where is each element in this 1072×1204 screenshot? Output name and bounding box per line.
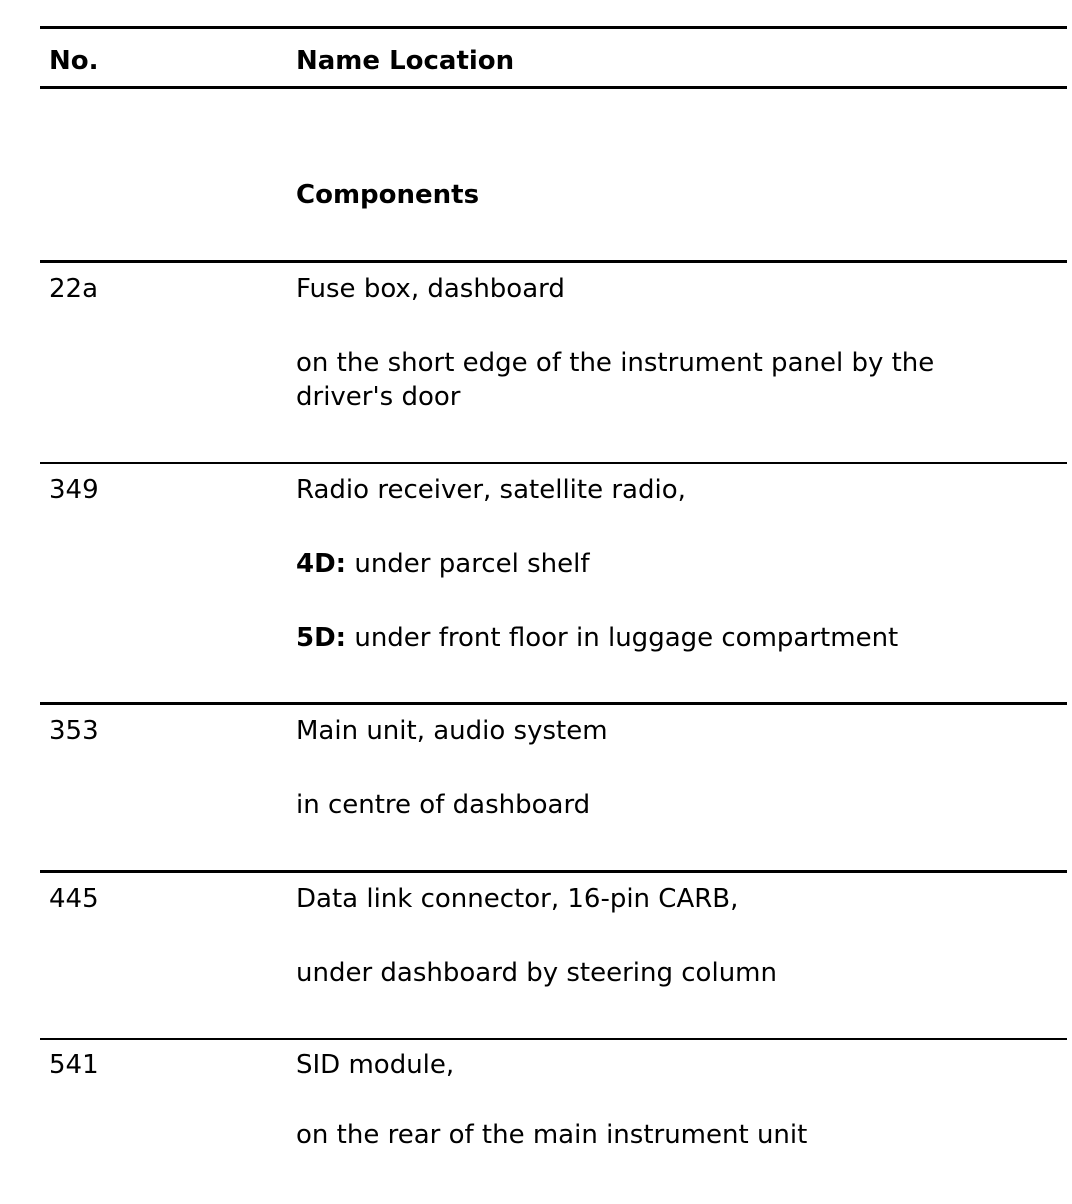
row-divider xyxy=(40,462,1067,464)
variant-text: under parcel shelf xyxy=(346,549,590,579)
row-divider xyxy=(40,870,1067,873)
row-location: on the short edge of the instrument panel by the driver's door xyxy=(296,348,935,412)
variant-prefix: 4D: xyxy=(296,549,347,579)
row-location: on the rear of the main instrument unit xyxy=(296,1120,808,1150)
row-number: 353 xyxy=(49,716,99,746)
column-header-name-location: Name Location xyxy=(296,46,515,76)
row-number: 22a xyxy=(49,274,99,304)
column-header-no: No. xyxy=(49,46,99,76)
row-name: Radio receiver, satellite radio, xyxy=(296,475,686,505)
variant-text: under front floor in luggage compartment xyxy=(346,623,899,653)
table-top-rule xyxy=(40,26,1067,29)
section-title: Components xyxy=(296,180,480,210)
row-number: 445 xyxy=(49,884,99,914)
row-number: 541 xyxy=(49,1050,99,1080)
row-location-variant xyxy=(296,547,590,581)
row-location: in centre of dashboard xyxy=(296,790,591,820)
row-number: 349 xyxy=(49,475,99,505)
variant-prefix: 5D: xyxy=(296,623,347,653)
header-bottom-rule xyxy=(40,86,1067,89)
row-name: SID module, xyxy=(296,1050,455,1080)
row-divider xyxy=(40,702,1067,705)
row-location: under dashboard by steering column xyxy=(296,958,777,988)
row-name: Main unit, audio system xyxy=(296,716,608,746)
row-location-variant xyxy=(296,621,898,655)
row-name: Fuse box, dashboard xyxy=(296,274,565,304)
section-rule xyxy=(40,260,1067,263)
row-divider xyxy=(40,1038,1067,1040)
row-name: Data link connector, 16-pin CARB, xyxy=(296,884,739,914)
